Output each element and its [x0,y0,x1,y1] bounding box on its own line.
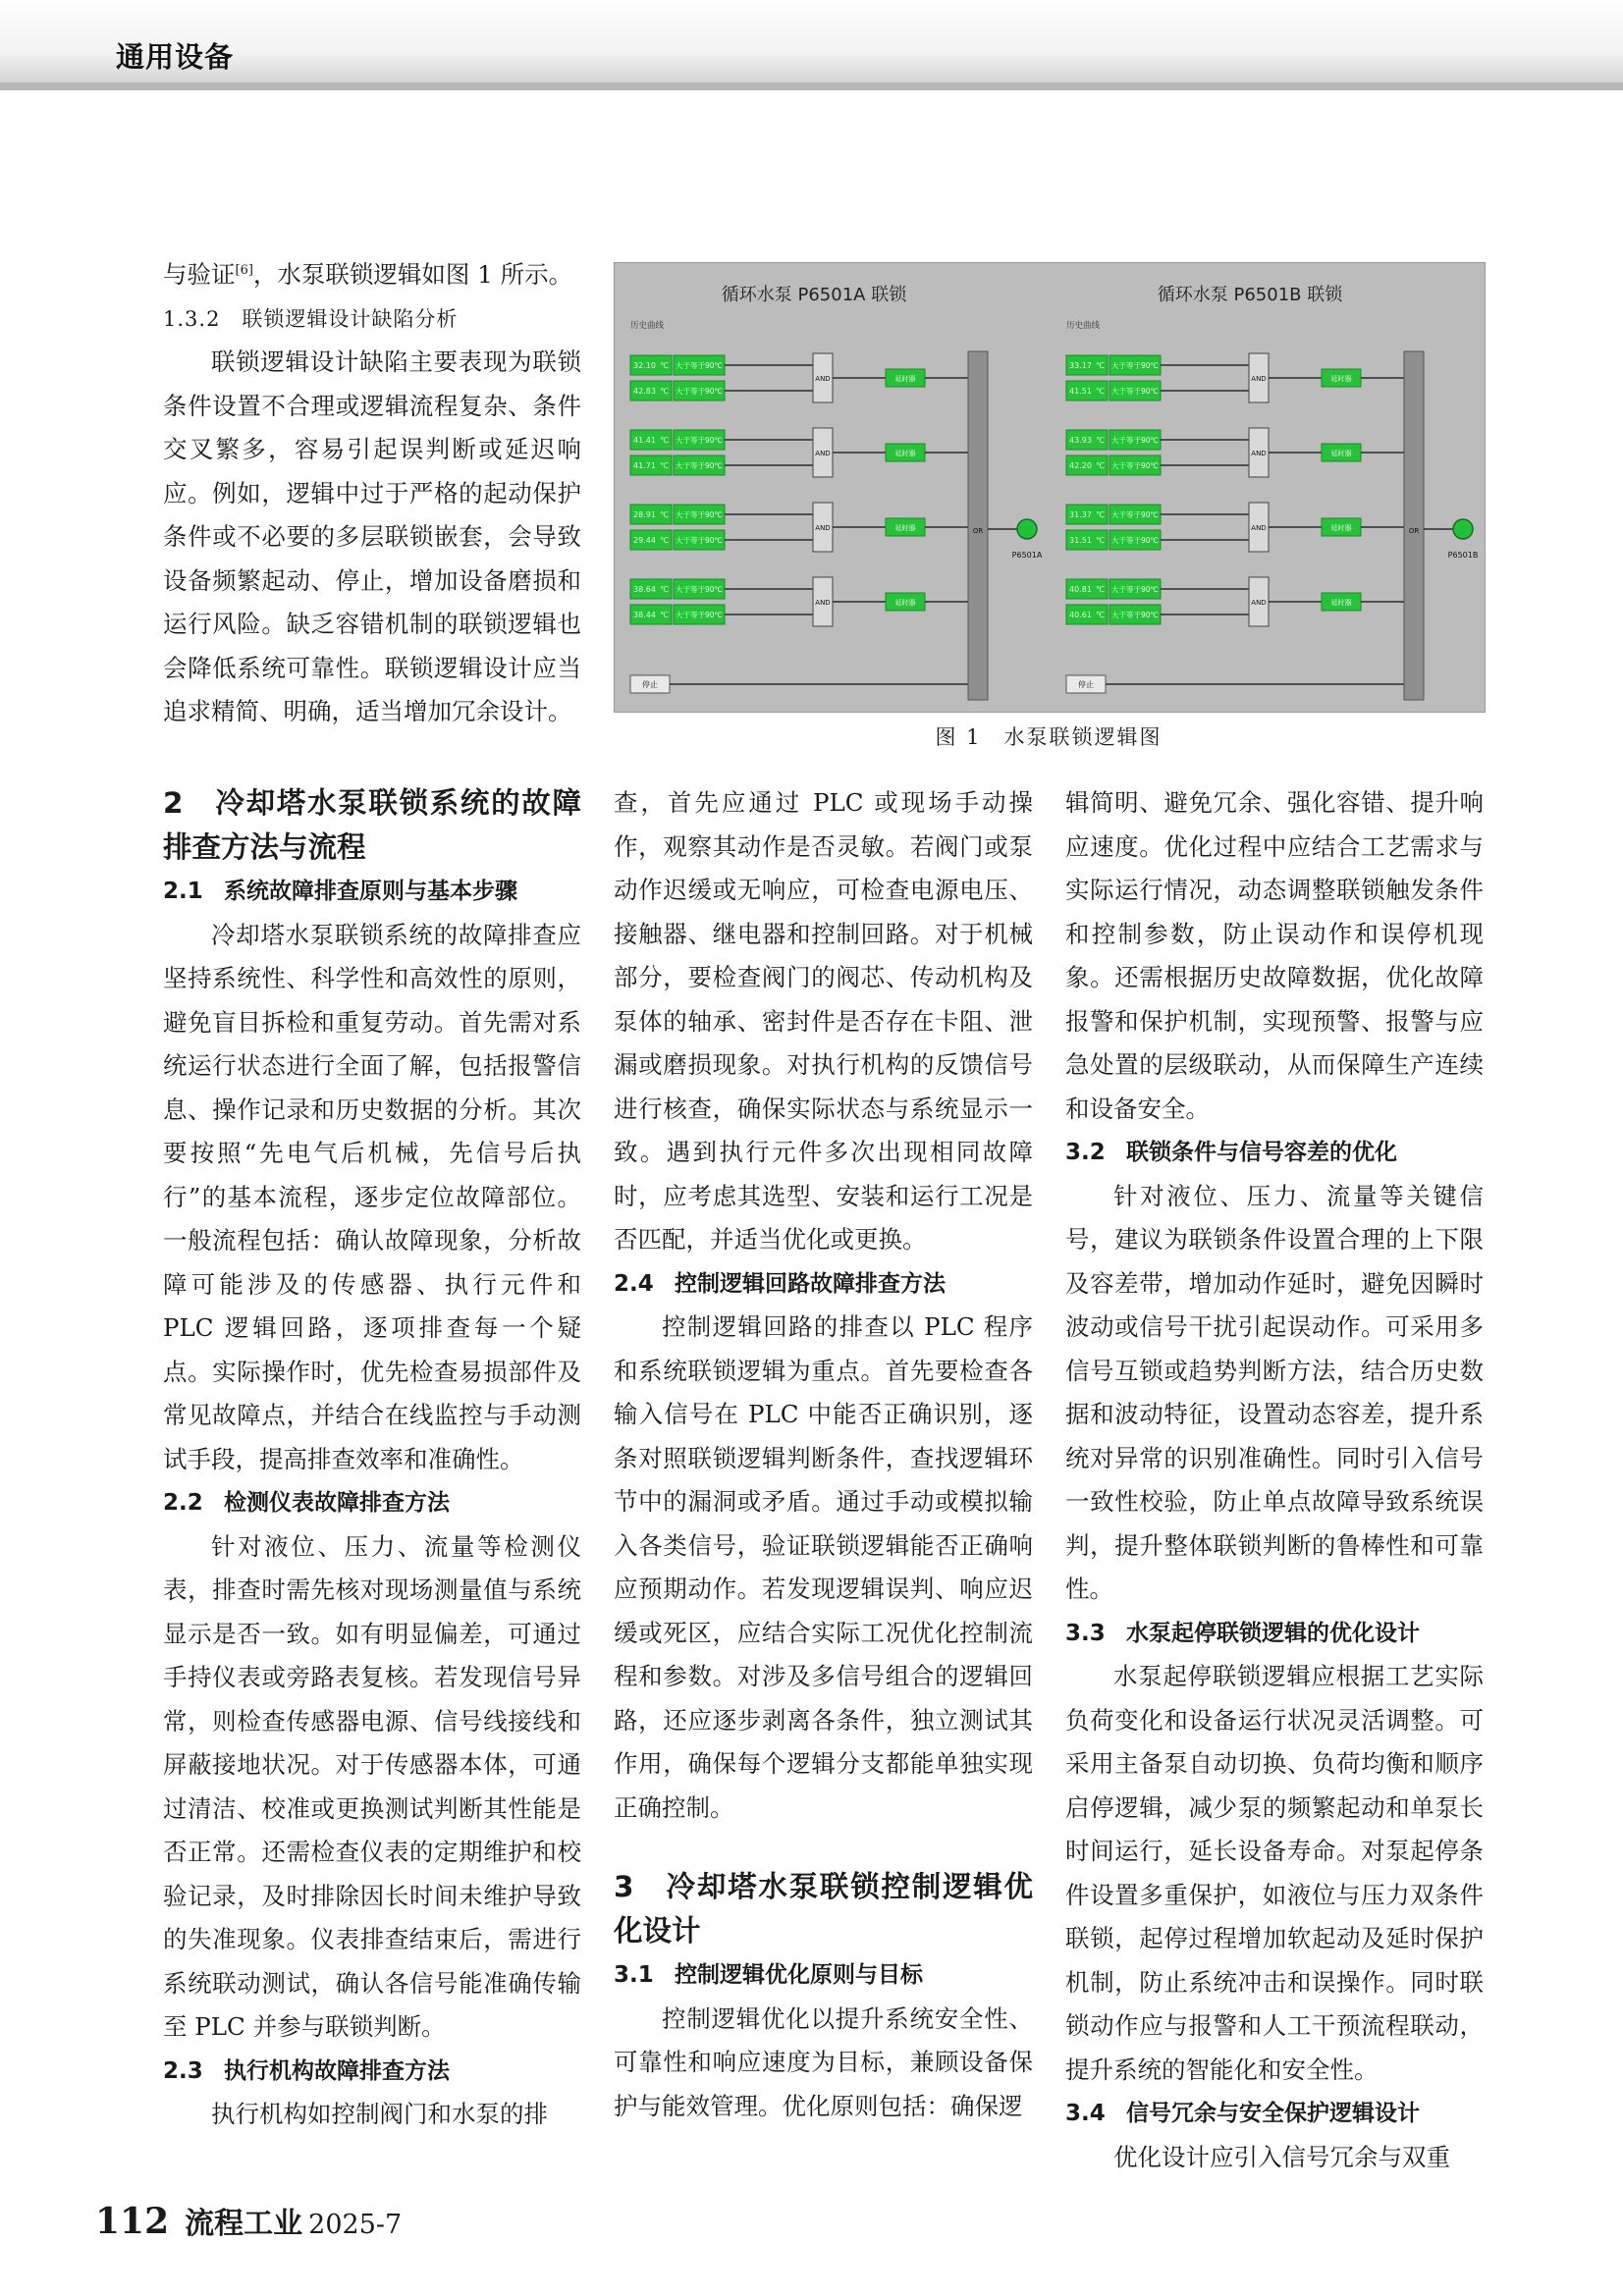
panel-a-condition: 大于等于90℃ [676,536,723,545]
panel-a-and-label: AND [815,599,831,607]
panel-b-value: 42.20 [1069,461,1092,470]
para-2-2: 针对液位、压力、流量等检测仪表，排查时需先核对现场测量值与系统显示是否一致。如有明显偏差，可通过手持仪表或旁路表复核。若发现信号异常，则检查传感器电源、信号线接线和屏蔽接地状况。对于传感器本体，可通过清洁、校准或更换测试判断其性能是否正常。还需检查仪表的定期维护和校验记录，及时排除因长时间未维护导致的失准现象。仪表排查结束后，需进行系统联动测试，确认各信号能准确传输至 PLC 并参与联锁判断。 [163,1531,581,2041]
panel-b-pump-indicator [1453,519,1473,539]
para-3-2: 针对液位、压力、流量等关键信号，建议为联锁条件设置合理的上下限及容差带，增加动作延时，避免因瞬时波动或信号干扰引起误动作。可采用多信号互锁或趋势判断方法，结合历史数据和波动特征，设置动态容差，提升系统对异常的识别准确性。同时引入信号一致性校验，防止单点故障导致系统误判，提升整体联锁判断的鲁棒性和可靠性。 [1065,1181,1484,1603]
heading-2-2: 2.2 检测仪表故障排查方法 [163,1490,450,1516]
panel-a-unit: ℃ [660,361,669,370]
panel-b-unit: ℃ [1096,436,1105,445]
panel-b-or-gate [1404,351,1424,700]
panel-a-pump-indicator [1017,519,1037,539]
panel-a-condition: 大于等于90℃ [676,387,723,396]
panel-b-stop-label: 停止 [1078,680,1094,689]
heading-1-3-2: 1.3.2 联锁逻辑设计缺陷分析 [163,306,459,331]
panel-b-title: 循环水泵 P6501B 联锁 [1157,285,1343,305]
panel-a-condition: 大于等于90℃ [676,585,723,594]
para-3-3: 水泵起停联锁逻辑应根据工艺实际负荷变化和设备运行状况灵活调整。可采用主备泵自动切换、负荷均衡和顺序启停逻辑，减少泵的频繁起动和单泵长时间运行，延长设备寿命。对泵起停条件设置多重保护，如液位与压力双条件联锁，起停过程增加软起动及延时保护机制，防止系统冲击和误操作。同时联锁动作应与报警和人工干预流程联动，提升系统的智能化和安全性。 [1065,1662,1484,2084]
column-2 [614,781,1033,2128]
para-2-3: 执行机构如控制阀门和水泵的排 [211,2100,548,2128]
panel-a-delay-label: 延时器 [894,450,916,457]
ref-6: [6] [235,262,253,278]
panel-b-unit: ℃ [1096,361,1105,370]
panel-b-delay-label: 延时器 [1330,599,1352,607]
panel-a-unit: ℃ [660,387,669,396]
panel-b-value: 43.93 [1069,436,1092,445]
heading-3-2: 3.2 联锁条件与信号容差的优化 [1065,1140,1397,1165]
para-2-1: 冷却塔水泵联锁系统的故障排查应坚持系统性、科学性和高效性的原则，避免盲目拆检和重复劳动。首先需对系统运行状态进行全面了解，包括报警信息、操作记录和历史数据的分析。其次要按照“先电气后机械，先信号后执行”的基本流程，逐步定位故障部位。一般流程包括：确认故障现象，分析故障可能涉及的传感器、执行元件和 PLC 逻辑回路，逐项排查每一个疑点。实际操作时，优先检查易损部件及常见故障点，并结合在线监控与手动测试手段，提高排查效率和准确性。 [163,920,581,1473]
panel-a-and-label: AND [815,375,831,383]
column-1-top [163,253,581,734]
panel-b-condition: 大于等于90℃ [1111,611,1159,619]
panel-b-and-label: AND [1251,524,1267,532]
footer [95,2199,402,2242]
panel-b-delay-label: 延时器 [1330,450,1352,457]
panel-a-condition: 大于等于90℃ [676,611,723,619]
panel-b-delay-label: 延时器 [1330,375,1352,383]
heading-2-3: 2.3 执行机构故障排查方法 [163,2057,450,2084]
heading-3-1: 3.1 控制逻辑优化原则与目标 [614,1962,923,1988]
panel-b-and-label: AND [1251,450,1267,457]
panel-a-unit: ℃ [660,461,669,470]
panel-a-value: 41.41 [633,436,656,445]
panel-a-value: 38.64 [633,585,656,594]
panel-a-history-label: 历史曲线 [630,321,665,331]
panel-b-condition: 大于等于90℃ [1111,536,1159,545]
panel-b-or-label: OR [1408,527,1420,535]
panel-a-value: 41.71 [633,461,656,470]
panel-b-value: 31.51 [1069,536,1092,545]
heading-3: 3 冷却塔水泵联锁控制逻辑优化设计 [614,1870,1033,1948]
figure-interlock-logic [614,262,1486,713]
para-1-3-2: 联锁逻辑设计缺陷主要表现为联锁条件设置不合理或逻辑流程复杂、条件交叉繁多，容易引起误判断或延迟响应。例如，逻辑中过于严格的起动保护条件或不必要的多层联锁嵌套，会导致设备频繁起动、停止，增加设备磨损和运行风险。缺乏容错机制的联锁逻辑也会降低系统可靠性。联锁逻辑设计应当追求精简、明确，适当增加冗余设计。 [163,347,581,725]
panel-b-condition: 大于等于90℃ [1111,436,1159,445]
panel-b-unit: ℃ [1096,585,1105,594]
para-3-4: 优化设计应引入信号冗余与双重 [1113,2142,1450,2171]
para-3-1: 控制逻辑优化以提升系统安全性、可靠性和响应速度为目标，兼顾设备保护与能效管理。优化原则包括：确保逻 [614,2003,1033,2120]
heading-2-1: 2.1 系统故障排查原则与基本步骤 [163,879,517,904]
panel-a-unit: ℃ [660,536,669,545]
para-2-3-cont: 查，首先应通过 PLC 或现场手动操作，观察其动作是否灵敏。若阀门或泵动作迟缓或无响应，可检查电源电压、接触器、继电器和控制回路。对于机械部分，要检查阀门的阀芯、传动机构及泵体的轴承、密封件是否存在卡阻、泄漏或磨损现象。对执行机构的反馈信号进行核查，确保实际状态与系统显示一致。遇到执行元件多次出现相同故障时，应考虑其选型、安装和运行工况是否匹配，并适当优化或更换。 [614,788,1033,1254]
panel-b-value: 31.37 [1069,510,1092,519]
panel-a-title: 循环水泵 P6501A 联锁 [721,285,907,305]
panel-a-unit: ℃ [660,611,669,619]
panel-a-unit: ℃ [660,510,669,519]
panel-a-pump-label: P6501A [1011,551,1043,560]
column-1 [163,781,581,2137]
panel-b-unit: ℃ [1096,510,1105,519]
panel-b-value: 41.51 [1069,387,1092,396]
panel-b-condition: 大于等于90℃ [1111,585,1159,594]
heading-3-4: 3.4 信号冗余与安全保护逻辑设计 [1065,2101,1420,2126]
panel-a-unit: ℃ [660,585,669,594]
panel-b-delay-label: 延时器 [1330,524,1352,532]
panel-b-value: 40.61 [1069,611,1092,619]
heading-3-3: 3.3 水泵起停联锁逻辑的优化设计 [1065,1620,1420,1646]
panel-b-and-label: AND [1251,599,1267,607]
panel-b-condition: 大于等于90℃ [1111,461,1159,470]
para-intro: 与验证[6]，水泵联锁逻辑如图 1 所示。 [163,260,573,289]
panel-a-and-label: AND [815,524,831,532]
figure-caption: 图 1 水泵联锁逻辑图 [935,725,1163,749]
panel-a-stop-label: 停止 [642,680,658,689]
panel-b-unit: ℃ [1096,461,1105,470]
panel-b-and-label: AND [1251,375,1267,383]
para-2-4: 控制逻辑回路的排查以 PLC 程序和系统联锁逻辑为重点。首先要检查各输入信号在 PLC 中能否正确识别，逐条对照联锁逻辑判断条件，查找逻辑环节中的漏洞或矛盾。通过手动或模拟输入各类信号，验证联锁逻辑能否正确响应预期动作。若发现逻辑误判、响应迟缓或死区，应结合实际工况优化控制流程和参数。对涉及多信号组合的逻辑回路，还应逐步剥离各条件，独立测试其作用，确保每个逻辑分支都能单独实现正确控制。 [614,1312,1033,1822]
journal-name: 流程工业 [185,2207,303,2241]
panel-a-and-label: AND [815,450,831,457]
panel-a-condition: 大于等于90℃ [676,436,723,445]
header-bar [0,0,1623,88]
panel-a-delay-label: 延时器 [894,524,916,532]
panel-b-unit: ℃ [1096,536,1105,545]
panel-a-condition: 大于等于90℃ [676,461,723,470]
panel-a-value: 29.44 [633,536,656,545]
page-number: 112 [95,2201,170,2242]
panel-b-value: 33.17 [1069,361,1092,370]
panel-a-unit: ℃ [660,436,669,445]
para-3-1-cont: 辑简明、避免冗余、强化容错、提升响应速度。优化过程中应结合工艺需求与实际运行情况，动态调整联锁触发条件和控制参数，防止误动作和误停机现象。还需根据历史故障数据，优化故障报警和保护机制，实现预警、报警与应急处置的层级联动，从而保障生产连续和设备安全。 [1065,788,1484,1123]
panel-a-condition: 大于等于90℃ [676,510,723,519]
header-rule [0,82,1623,90]
panel-b-condition: 大于等于90℃ [1111,387,1159,396]
column-3 [1065,781,1484,2179]
panel-a-value: 38.44 [633,611,656,619]
panel-a-or-label: OR [972,527,984,535]
panel-b-value: 40.81 [1069,585,1092,594]
section-tag: 通用设备 [116,40,235,74]
issue-date: 2025-7 [308,2210,403,2240]
panel-a-or-gate [968,351,988,700]
panel-b-condition: 大于等于90℃ [1111,361,1159,370]
panel-b-unit: ℃ [1096,611,1105,619]
panel-b-condition: 大于等于90℃ [1111,510,1159,519]
interlock-diagram [615,263,1485,712]
panel-b-unit: ℃ [1096,387,1105,396]
panel-a-delay-label: 延时器 [894,375,916,383]
panel-b-pump-label: P6501B [1447,551,1479,560]
panel-a-value: 42.83 [633,387,656,396]
panel-a-delay-label: 延时器 [894,599,916,607]
heading-2: 2 冷却塔水泵联锁系统的故障排查方法与流程 [163,786,581,864]
heading-2-4: 2.4 控制逻辑回路故障排查方法 [614,1270,946,1297]
panel-a-value: 32.10 [633,361,656,370]
panel-a-value: 28.91 [633,510,656,519]
panel-a-condition: 大于等于90℃ [676,361,723,370]
panel-b-history-label: 历史曲线 [1066,321,1101,331]
